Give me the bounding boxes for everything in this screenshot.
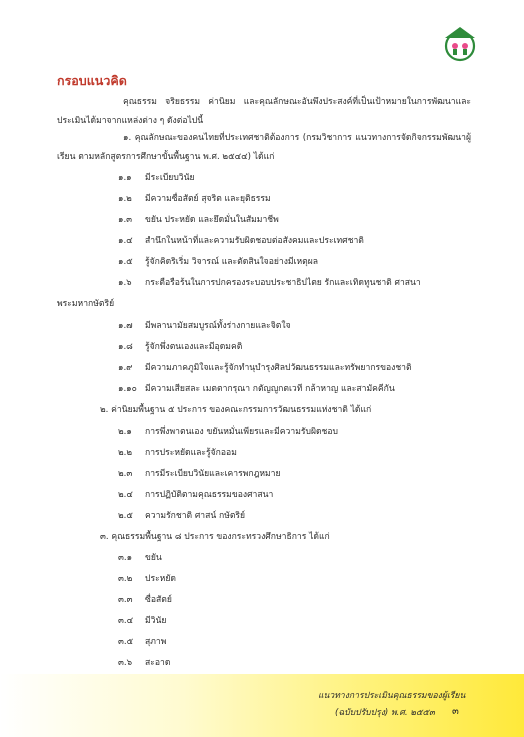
page-number: ๓ [452,706,459,717]
list-item: ๑.๔ สำนึกในหน้าที่และความรับผิดชอบต่อสังคมและประเทศชาติ [118,236,364,246]
list-item: ๑.๕ รู้จักคิดริเริ่ม วิจารณ์ และตัดสินใจอย่างมีเหตุผล [118,257,319,267]
list-item: ๑.๓ ขยัน ประหยัด และยึดมั่นในสัมมาชีพ [118,215,279,225]
list-item: ๑.๘ รู้จักพึ่งตนเองและมีอุดมคติ [118,342,243,352]
footer-title: แนวทางการประเมินคุณธรรมของผู้เรียน [318,691,466,701]
list-item: ๑.๖ กระตือรือร้นในการปกครองระบอบประชาธิปไตย รักและเทิดทูนชาติ ศาสนา [118,278,421,288]
group2-heading: ๒. ค่านิยมพื้นฐาน ๕ ประการ ของคณะกรรมการวัฒนธรรมแห่งชาติ ได้แก่ [100,405,372,415]
list-item: ๑.๑ มีระเบียบวินัย [118,173,195,183]
list-item: ๒.๔ การปฏิบัติตามคุณธรรมของศาสนา [118,490,274,500]
list-item: ๑.๑๐ มีความเสียสละ เมตตากรุณา กตัญญูกตเวที กล้าหาญ และสามัคคีกัน [118,384,395,394]
list-item: ๑.๙ มีความภาคภูมิใจและรู้จักทำนุบำรุงศิลปวัฒนธรรมและทรัพยากรของชาติ [118,363,412,373]
list-item: ๒.๒ การประหยัดและรู้จักออม [118,448,237,458]
list-item: ๑.๗ มีพลานามัยสมบูรณ์ทั้งร่างกายและจิตใจ [118,321,291,331]
list-item: ๓.๒ ประหยัด [118,574,176,584]
list-item: ๓.๔ มีวินัย [118,616,167,626]
list-item: ๓.๕ สุภาพ [118,637,167,647]
footer-subtitle: (ฉบับปรับปรุง) พ.ศ. ๒๕๕๓ [335,708,435,718]
section-title: กรอบแนวคิด [57,73,127,88]
list-item: ๒.๑ การพึ่งพาตนเอง ขยันหมั่นเพียรและมีความรับผิดชอบ [118,427,339,437]
list-item: ๒.๕ ความรักชาติ ศาสน์ กษัตริย์ [118,511,246,521]
intro-paragraph: คุณธรรม จริยธรรม ค่านิยม และคุณลักษณะอันพึงประสงค์ที่เป็นเป้าหมายในการพัฒนาและประเมินได้มาจากแหล่งต่าง ๆ ดังต่อไปนี้ [57,97,471,126]
group3-heading: ๓. คุณธรรมพื้นฐาน ๘ ประการ ของกระทรวงศึกษาธิการ ได้แก่ [100,532,330,542]
list-item: ๒.๓ การมีระเบียบวินัยและเคารพกฎหมาย [118,469,281,479]
list-item: ๓.๖ สะอาด [118,658,171,668]
group1-heading: ๑. คุณลักษณะของคนไทยที่ประเทศชาติต้องการ (กรมวิชาการ แนวทางการจัดกิจกรรมพัฒนาผู้เรียน ตามหลักสูตรการศึกษาขั้นพื้นฐาน พ.ศ. ๒๕๔๔) ได้แก่ [57,133,471,162]
school-logo-icon [442,26,478,62]
footer-band [0,674,524,737]
list-item: ๑.๒ มีความซื่อสัตย์ สุจริต และยุติธรรม [118,194,271,204]
list-item: ๓.๑ ขยัน [118,553,162,563]
list-item-continuation: พระมหากษัตริย์ [57,299,115,309]
list-item: ๓.๓ ซื่อสัตย์ [118,595,172,605]
